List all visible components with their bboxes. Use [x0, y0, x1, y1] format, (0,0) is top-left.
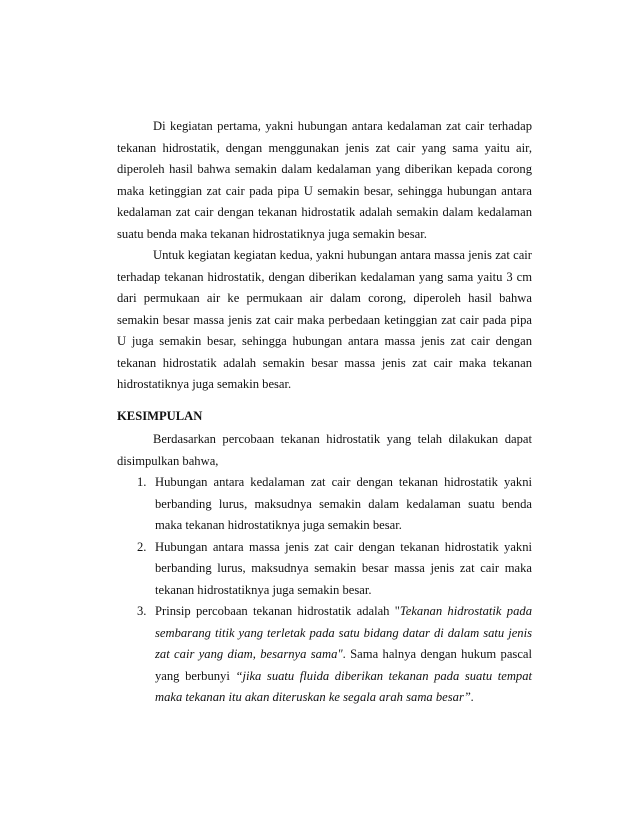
paragraph-kegiatan-pertama: Di kegiatan pertama, yakni hubungan antara kedalaman zat cair terhadap tekanan hidrostatik, dengan menggunakan jenis zat cair yang sama yaitu air, diperoleh hasil bahwa semakin dalam kedalaman yang diberikan kepada corong maka ketinggian zat cair pada pipa U semakin besar, sehingga hubungan antara kedalaman zat cair dengan tekanan hidrostatik adalah semakin dalam kedalaman suatu benda maka tekanan hidrostatiknya juga semakin besar. [117, 119, 532, 241]
list-item-text-a: Prinsip percobaan tekanan hidrostatik adalah " [155, 604, 400, 618]
kesimpulan-list [117, 472, 532, 709]
list-item-text-c: . Sama halnya dengan hukum pascal yang berbunyi [155, 647, 532, 683]
list-item-text: Hubungan antara massa jenis zat cair dengan tekanan hidrostatik yakni berbanding lurus, maksudnya semakin besar massa jenis zat cair maka tekanan hidrostatiknya juga semakin besar. [155, 539, 532, 597]
section-heading-kesimpulan: KESIMPULAN [117, 408, 203, 423]
body-text [117, 116, 532, 709]
list-item [117, 472, 532, 537]
list-number: 1. [137, 475, 147, 489]
paragraph-kegiatan-kedua: Untuk kegiatan kegiatan kedua, yakni hubungan antara massa jenis zat cair terhadap tekanan hidrostatik, dengan diberikan kedalaman yang sama yaitu 3 cm dari permukaan air ke permukaan air dalam corong, diperoleh hasil bahwa semakin besar massa jenis zat cair maka perbedaan ketinggian zat cair pada pipa U juga semakin besar, sehingga hubungan antara massa jenis zat cair dengan tekanan hidrostatik adalah semakin besar massa jenis zat cair maka tekanan hidrostatiknya juga semakin besar. [117, 248, 532, 391]
list-item-text-italic-pascal: “jika suatu fluida diberikan tekanan pada suatu tempat maka tekanan itu akan diteruskan ke segala arah sama besar”. [155, 668, 533, 704]
list-item-text-italic-quote: Tekanan hidrostatik pada sembarang titik yang terletak pada satu bidang datar di dalam satu jenis zat cair yang diam, besarnya sama" [155, 604, 532, 661]
list-number: 3. [137, 604, 147, 618]
kesimpulan-intro: Berdasarkan percobaan tekanan hidrostatik yang telah dilakukan dapat disimpulkan bahwa, [117, 432, 532, 468]
list-item [117, 537, 532, 602]
list-number: 2. [137, 539, 147, 554]
list-item [117, 601, 532, 709]
list-item-text: Hubungan antara kedalaman zat cair dengan tekanan hidrostatik yakni berbanding lurus, maksudnya semakin dalam kedalaman suatu benda maka tekanan hidrostatiknya juga semakin besar. [155, 475, 532, 532]
